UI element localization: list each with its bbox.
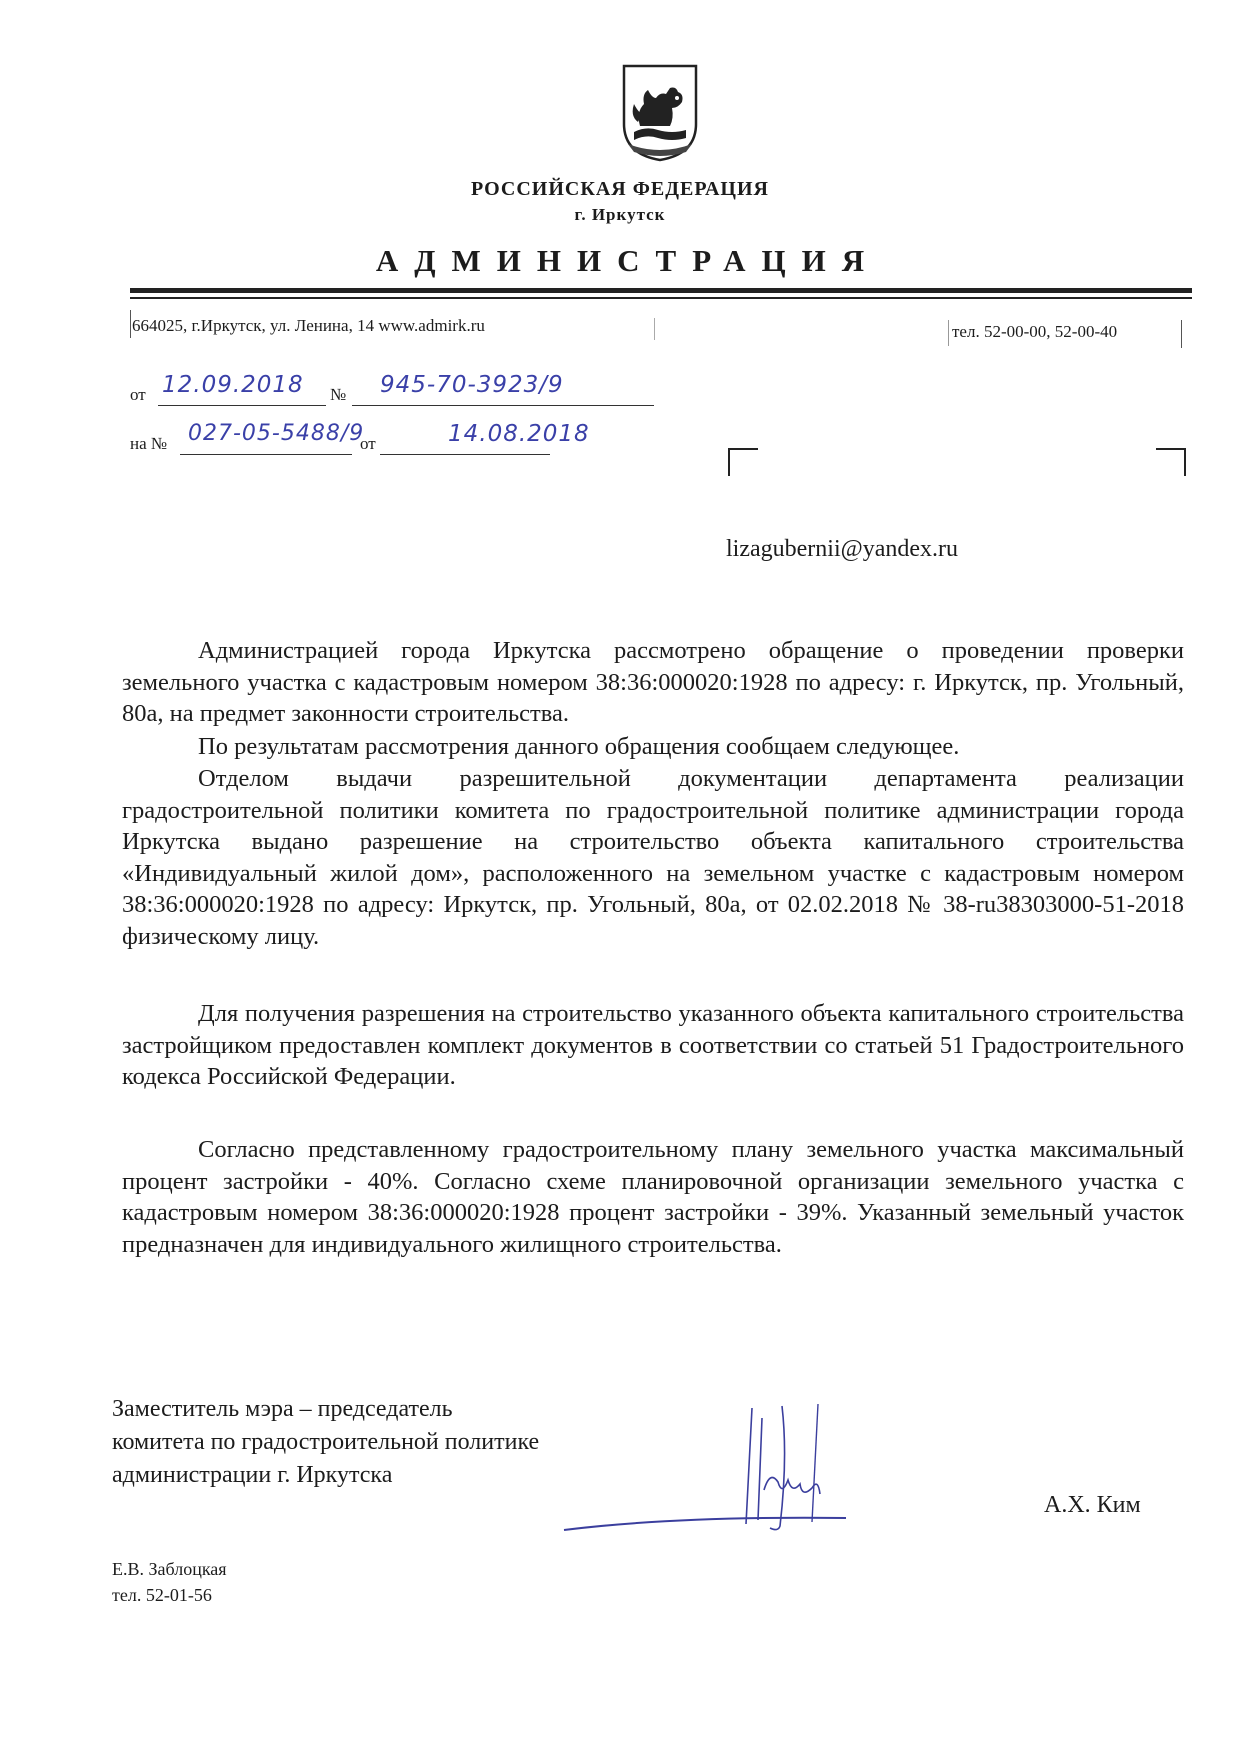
signatory-line: комитета по градостроительной политике [112, 1429, 540, 1455]
organization-title: АДМИНИСТРАЦИЯ [375, 243, 881, 278]
phone-divider [1181, 320, 1182, 348]
reply-number-underline [180, 454, 352, 455]
body-paragraph [122, 731, 1184, 763]
reply-number: 027-05-5488/9 [188, 421, 365, 446]
body-paragraph [122, 998, 1184, 1093]
outgoing-number: 945-70-3923/9 [380, 372, 564, 398]
address-field-corner [1156, 448, 1186, 476]
signatory-line: Заместитель мэра – председатель [112, 1396, 453, 1422]
paragraph-text: Отделом выдачи разрешительной документации департамента реализации градостроительной политики комитета по градостроительной политике администрации города Иркутска выдано разрешение на строительство объекта капитального строительства «Индивидуальный жилой дом», расположенного на земельном участке с кадастровым номером 38:36:000020:1928 по адресу: Иркутск, пр. Угольный, 80а, от 02.02.2018 № 38-ru38303000-51-2018 физическому лицу. [122, 765, 1184, 950]
executor-info [112, 1556, 227, 1608]
reply-from-label: от [360, 434, 376, 453]
executor-name: Е.В. Заблоцкая [112, 1559, 227, 1579]
country-title: РОССИЙСКАЯ ФЕДЕРАЦИЯ [470, 178, 769, 200]
reply-label: на № [130, 434, 168, 453]
header-rule-thick [130, 288, 1192, 293]
organization-phones: тел. 52-00-00, 52-00-40 [952, 322, 1118, 341]
address-divider [130, 310, 131, 338]
city-title: г. Иркутск [574, 205, 666, 224]
outgoing-date: 12.09.2018 [162, 372, 304, 398]
from-label: от [130, 385, 146, 404]
handwritten-signature [556, 1398, 856, 1538]
paragraph-text: Согласно представленному градостроительному плану земельного участка максимальный процент застройки - 40%. Согласно схеме планировочной организации земельного участка с кадастровым номером 38:36:000020:1928 процент застройки - 39%. Указанный земельный участок предназначен для индивидуального жилищного строительства. [122, 1136, 1184, 1258]
number-label: № [330, 385, 347, 404]
signatory-position [112, 1393, 539, 1492]
signatory-line: администрации г. Иркутска [112, 1462, 393, 1488]
irkutsk-coat-of-arms-icon [622, 64, 698, 162]
address-field-corner [728, 448, 758, 476]
recipient-email: lizagubernii@yandex.ru [726, 536, 959, 562]
address-divider [654, 318, 655, 340]
header-rule-thin [130, 297, 1192, 299]
body-paragraph [122, 1134, 1184, 1260]
reply-date-underline [380, 454, 550, 455]
phone-divider [948, 320, 949, 346]
paragraph-text: Для получения разрешения на строительство указанного объекта капитального строительства застройщиком предоставлен комплект документов в соответствии со статьей 51 Градостроительного кодекса Российской Федерации. [122, 1000, 1184, 1090]
paragraph-text: Администрацией города Иркутска рассмотрено обращение о проведении проверки земельного участка с кадастровым номером 38:36:000020:1928 по адресу: г. Иркутск, пр. Угольный, 80а, на предмет законности строительства. [122, 637, 1184, 727]
body-paragraph [122, 763, 1184, 952]
paragraph-text: По результатам рассмотрения данного обращения сообщаем следующее. [198, 733, 960, 760]
executor-phone: тел. 52-01-56 [112, 1585, 212, 1605]
organization-address: 664025, г.Иркутск, ул. Ленина, 14 www.admirk.ru [132, 316, 485, 335]
signatory-name: А.Х. Ким [1044, 1492, 1141, 1518]
number-underline [352, 405, 654, 406]
date-underline [158, 405, 326, 406]
body-paragraph [122, 635, 1184, 730]
reply-date: 14.08.2018 [448, 421, 590, 447]
